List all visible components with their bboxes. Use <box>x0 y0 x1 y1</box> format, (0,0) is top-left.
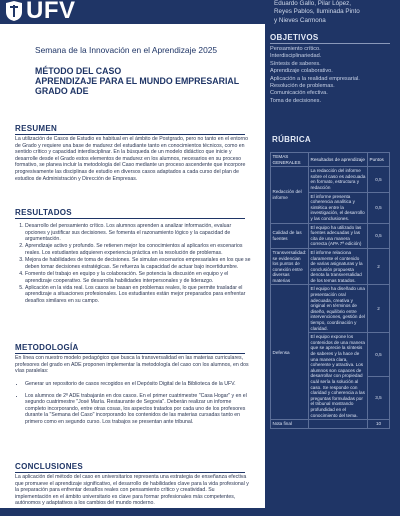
resumen-title: RESUMEN <box>15 124 58 133</box>
objetivo-item: Aplicación a la realidad empresarial. <box>270 75 360 82</box>
conclusiones-title: CONCLUSIONES <box>15 462 84 471</box>
rubrica-header-cell: TEMAS GENERALES <box>271 153 309 167</box>
author-line: y Nieves Carmona <box>274 16 326 24</box>
conclusiones-text: La aplicación del método del caso en universitarios representa una estrategia de enseñanza efectiva que promueve el aprendizaje significativo, el desarrollo de habilidades clave para la vida profesional y la preparación para enfrentar desafíos reales con pensamiento crítico y creatividad. Su implementación en el ámbito universitario es clave para formar profesionales más competentes, autónomos y adaptativos a los cambios del mundo moderno. <box>15 474 249 507</box>
rubrica-criterion: El equipo expone los contenidos de una manera que se aprecie la síntesis de saberes y la hace de una manera clara, coherente y atractiva. Los alumnos son capaces de desarrollar con propiedad cuál sería la solución al caso. Se responde con claridad y coherencia a las preguntas formuladas por el tribunal mostrando profundidad en el conocimiento del tema. <box>309 333 368 420</box>
rubrica-total-label: Nota final <box>271 420 309 429</box>
author-line: Eduardo Gallo, Pilar López, <box>274 0 352 7</box>
rubrica-points: 0,5 <box>368 223 390 248</box>
rubrica-row <box>271 285 390 333</box>
rubrica-header-row <box>271 153 390 167</box>
metodologia-item: • Generar un repositorio de casos recogidos en el Depósito Digital de la Biblioteca de la UFV. <box>25 381 253 388</box>
authors <box>274 0 396 25</box>
rubrica-title: RÚBRICA <box>272 135 311 144</box>
objetivo-item: Pensamiento crítico. <box>270 46 321 52</box>
rubrica-points: 0,5 <box>368 333 390 376</box>
resultados-list <box>15 223 253 305</box>
rubrica-criterion: El equipo ha utilizado las fuentes adecuadas y las cita de una manera correcta (APA 7ª edición) <box>309 223 368 248</box>
metodologia-item: • Los alumnos de 2º ADE trabajarán en dos casos. En el primer cuatrimestre "Casa Hogar" y en el segundo cuatrimestre "José María. Restaurante de Segovia". Deberán realizar un informe completo incorporando, entre otras cosas, los aspectos tratados por cada uno de los profesores durante la "Semana del Caso" incorporando los contenidos de las materias cursadas tanto en primero como en segundo curso. Los trabajos se presentan ante tribunal. <box>25 393 253 426</box>
rubrica-header-cell: Puntos <box>368 153 390 167</box>
rubrica-criterion: El informe relaciona claramente el contenido de varias asignaturas y la conclusión propuesta denota la transversalidad de los temas tratados. <box>309 248 368 285</box>
rubrica-total-points: 10 <box>368 420 390 429</box>
metodologia-list <box>15 381 253 426</box>
rubrica-category: Defensa <box>271 285 309 420</box>
resultado-item: 1. Desarrollo del pensamiento crítico. Los alumnos aprenden a analizar información, evaluar opciones y justificar sus decisiones. Se fomenta el razonamiento lógico y la capacidad de argumentación. <box>25 223 253 243</box>
resultado-item: 5. Aplicación en la vida real. Los casos se basan en problemas reales, lo que permite trasladar el aprendizaje a situaciones profesionales. Los estudiantes están mejor preparados para enfrentar desafíos similares en su campo. <box>25 285 253 305</box>
rubrica-category: Transversalidad: se evidencian los puntos de conexión entre diversas materias <box>271 248 309 285</box>
metodologia-intro: En línea con nuestro modelo pedagógico que busca la transversalidad en las materias curriculares, profesores del grado en ADE proponen implementar la metodología del caso con los alumnos, en dos vías paralelas: <box>15 355 249 375</box>
conclusiones-divider <box>15 472 245 473</box>
resumen-text: La utilización de Casos de Estudio es habitual en el ámbito de Postgrado, pero no tanto en el entorno de Grado y requiere una base de madurez del estudiante tanto en conocimientos técnicos, como en sentido crítico y capacidad interdisciplinar. En la búsqueda de un modelo didáctico que inicie y desarrolle desde el Grado estos elementos de madurez en los alumnos, necesarios en su proceso formativo, se planea incluir la metodología del Caso mediante un proceso ascendente que incorpore progresivamente las disciplinas de estudio en diversos casos adaptados a cada curso del plan de estudios de Administración y Dirección de Empresas. <box>15 136 249 182</box>
rubrica-row <box>271 248 390 285</box>
main-title <box>35 66 265 96</box>
rubrica-table <box>270 152 390 429</box>
rubrica-points: 0,5 <box>368 167 390 192</box>
rubrica-row <box>271 223 390 248</box>
author-line: Reyes Pablos, Iluminada Pinto <box>274 8 360 16</box>
main-title-line: APRENDIZAJE PARA EL MUNDO EMPRESARIAL <box>35 76 240 86</box>
objetivos-title: OBJETIVOS <box>270 33 319 42</box>
rubrica-criterion <box>309 420 368 429</box>
rubrica-points: 3,5 <box>368 376 390 419</box>
metodologia-title: METODOLOGÍA <box>15 343 79 352</box>
resultados-title: RESULTADOS <box>15 208 72 217</box>
rubrica-criterion: La redacción del informe sobre el caso es adecuada en formato, estructura y redacción <box>309 167 368 192</box>
rubrica-header-cell: Resultados de aprendizaje <box>309 153 368 167</box>
rubrica-category: Calidad de las fuentes <box>271 223 309 248</box>
rubrica-points: 2 <box>368 248 390 285</box>
resultado-item: 3. Mejora de habilidades de toma de decisiones. Se simulan escenarios empresariales en los que se deben tomar decisiones estratégicas. Se refuerza la capacidad de actuar bajo incertidumbre. <box>25 257 253 270</box>
objetivo-item: Toma de decisiones. <box>270 97 321 104</box>
resultado-item: 4. Fomento del trabajo en equipo y la colaboración. Se potencia la discusión en equipo y el aprendizaje cooperativo. Se desarrolla habilidades interpersonales y de liderazgo. <box>25 271 253 284</box>
rubrica-total-row <box>271 420 390 429</box>
objetivos-list <box>270 46 360 105</box>
rubrica-row <box>271 167 390 192</box>
resumen-divider <box>15 134 245 135</box>
rubrica-criterion: El informe presenta coherencia analítica y sintética entre la investigación, el desarrollo y las conclusiones. <box>309 192 368 223</box>
logo-text: UFV <box>26 0 76 24</box>
objetivo-item: Resolución de problemas. <box>270 83 335 90</box>
objetivo-item: Comunicación efectiva. <box>270 90 328 97</box>
rubrica-category: Redacción del informe <box>271 167 309 223</box>
poster-title: Semana de la Innovación en el Aprendizaje 2025 <box>35 45 218 55</box>
objetivo-item: Aprendizaje colaborativo. <box>270 68 333 75</box>
main-title-line: GRADO ADE <box>35 86 89 96</box>
objetivo-item: Síntesis de saberes. <box>270 60 321 67</box>
footer-bar <box>0 508 400 516</box>
metodologia-divider <box>15 353 245 354</box>
ufv-crest-icon <box>4 0 24 22</box>
rubrica-criterion: El equipo ha diseñado una presentación oral adecuada, creativa y original en términos de diseño, equilibrio entre intervenciones, gestión del tiempo, coordinación y claridad. <box>309 285 368 333</box>
objetivo-item: Interdisciplinariedad. <box>270 53 322 60</box>
ufv-logo <box>4 0 76 24</box>
resultado-item: 2. Aprendizaje activo y profundo. Se retienen mejor los conocimientos al aplicarlos en escenarios reales. Los estudiantes adquieren experiencia práctica en la resolución de problemas. <box>25 243 253 256</box>
rubrica-points: 0,5 <box>368 192 390 223</box>
objetivos-divider <box>270 43 390 44</box>
main-title-line: MÉTODO DEL CASO <box>35 66 122 76</box>
rubrica-points: 2 <box>368 285 390 333</box>
resultados-divider <box>15 218 245 219</box>
